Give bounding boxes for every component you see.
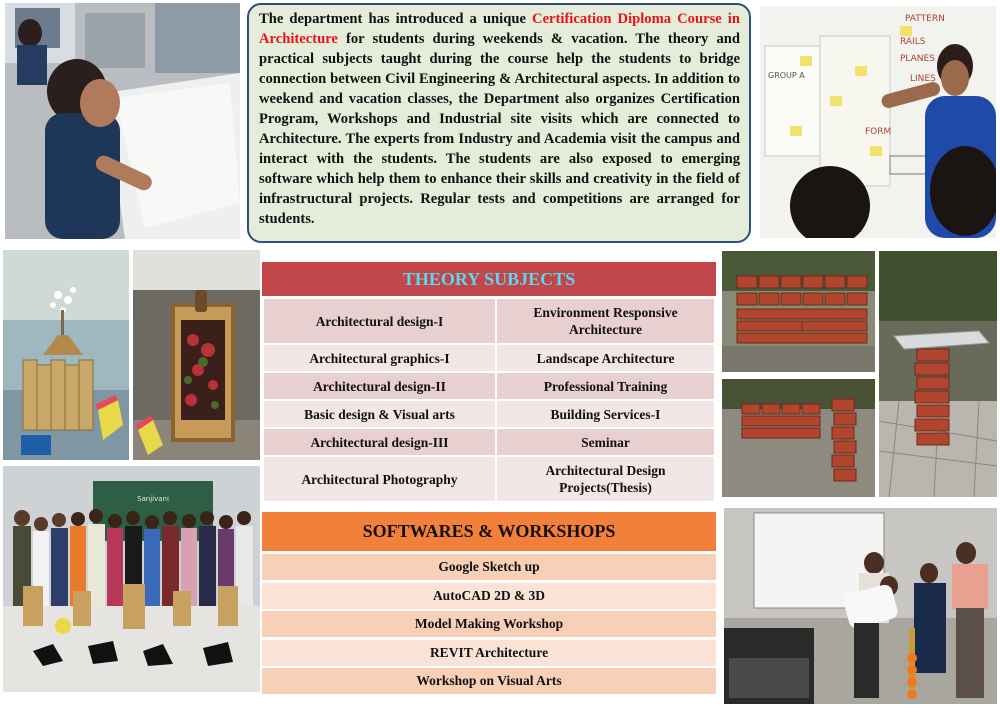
photo-model-wooden-frame xyxy=(133,250,260,460)
whiteboard-word: RAILS xyxy=(900,37,926,47)
list-item: AutoCAD 2D & 3D xyxy=(262,583,716,609)
intro-highlight: Certification Diploma Course in Architecture xyxy=(259,11,740,47)
whiteboard-word: PATTERN xyxy=(905,14,945,24)
photo-brick-bench xyxy=(722,379,875,497)
photo-lamp-lighting xyxy=(724,508,997,704)
theory-subject-cell: Environment Responsive Architecture xyxy=(497,299,714,343)
photo-brick-pillar xyxy=(879,251,997,497)
theory-subject-cell: Seminar xyxy=(497,429,714,455)
table-row xyxy=(264,373,714,399)
theory-subject-cell: Basic design & Visual arts xyxy=(264,401,495,427)
table-row xyxy=(264,401,714,427)
list-item: REVIT Architecture xyxy=(262,640,716,666)
theory-subject-cell: Landscape Architecture xyxy=(497,345,714,371)
table-row xyxy=(264,345,714,371)
softwares-workshops-list xyxy=(262,554,716,697)
theory-subject-cell: Building Services-I xyxy=(497,401,714,427)
list-item: Model Making Workshop xyxy=(262,611,716,637)
table-row xyxy=(264,457,714,501)
table-row xyxy=(264,429,714,455)
theory-subject-cell: Architectural design-I xyxy=(264,299,495,343)
theory-subject-cell: Architectural Photography xyxy=(264,457,495,501)
intro-body: for students during weekends & vacation. The theory and practical subjects taught during the course help the students to bridge connection between Civil Engineering & Architectural aspects. In addition to weekend and vacation classes, the Department also organizes Certification Program, Workshops and Industrial site visits which are connected to Architecture. The experts from Industry and Academia visit the campus and interact with the students. The students are also exposed to emerging software which help them to enhance their skills and creativity in the field of infrastructural projects. Regular tests and competitions are arranged for students. xyxy=(259,31,740,227)
photo-student-group xyxy=(3,466,260,692)
theory-subjects-table xyxy=(262,297,716,503)
theory-subject-cell: Architectural Design Projects(Thesis) xyxy=(497,457,714,501)
whiteboard-word: GROUP A xyxy=(768,71,805,80)
softwares-workshops-header: SOFTWARES & WORKSHOPS xyxy=(262,512,716,551)
list-item: Workshop on Visual Arts xyxy=(262,668,716,694)
list-item: Google Sketch up xyxy=(262,554,716,580)
theory-subject-cell: Architectural design-III xyxy=(264,429,495,455)
theory-subject-cell: Architectural design-II xyxy=(264,373,495,399)
photo-model-bamboo xyxy=(3,250,129,460)
theory-subject-cell: Architectural graphics-I xyxy=(264,345,495,371)
whiteboard-word: FORM xyxy=(865,127,892,137)
intro-text-box xyxy=(247,3,751,243)
theory-subjects-header: THEORY SUBJECTS xyxy=(262,262,716,296)
whiteboard-word: LINES xyxy=(910,74,936,84)
photo-brick-wall xyxy=(722,251,875,372)
banner-text: Sanjivani xyxy=(137,495,169,503)
photo-student-drawing xyxy=(5,3,240,239)
table-row xyxy=(264,299,714,343)
photo-whiteboard-presentation xyxy=(760,6,996,238)
theory-subject-cell: Professional Training xyxy=(497,373,714,399)
intro-lead: The department has introduced a unique xyxy=(259,11,526,27)
whiteboard-word: PLANES xyxy=(900,54,935,64)
